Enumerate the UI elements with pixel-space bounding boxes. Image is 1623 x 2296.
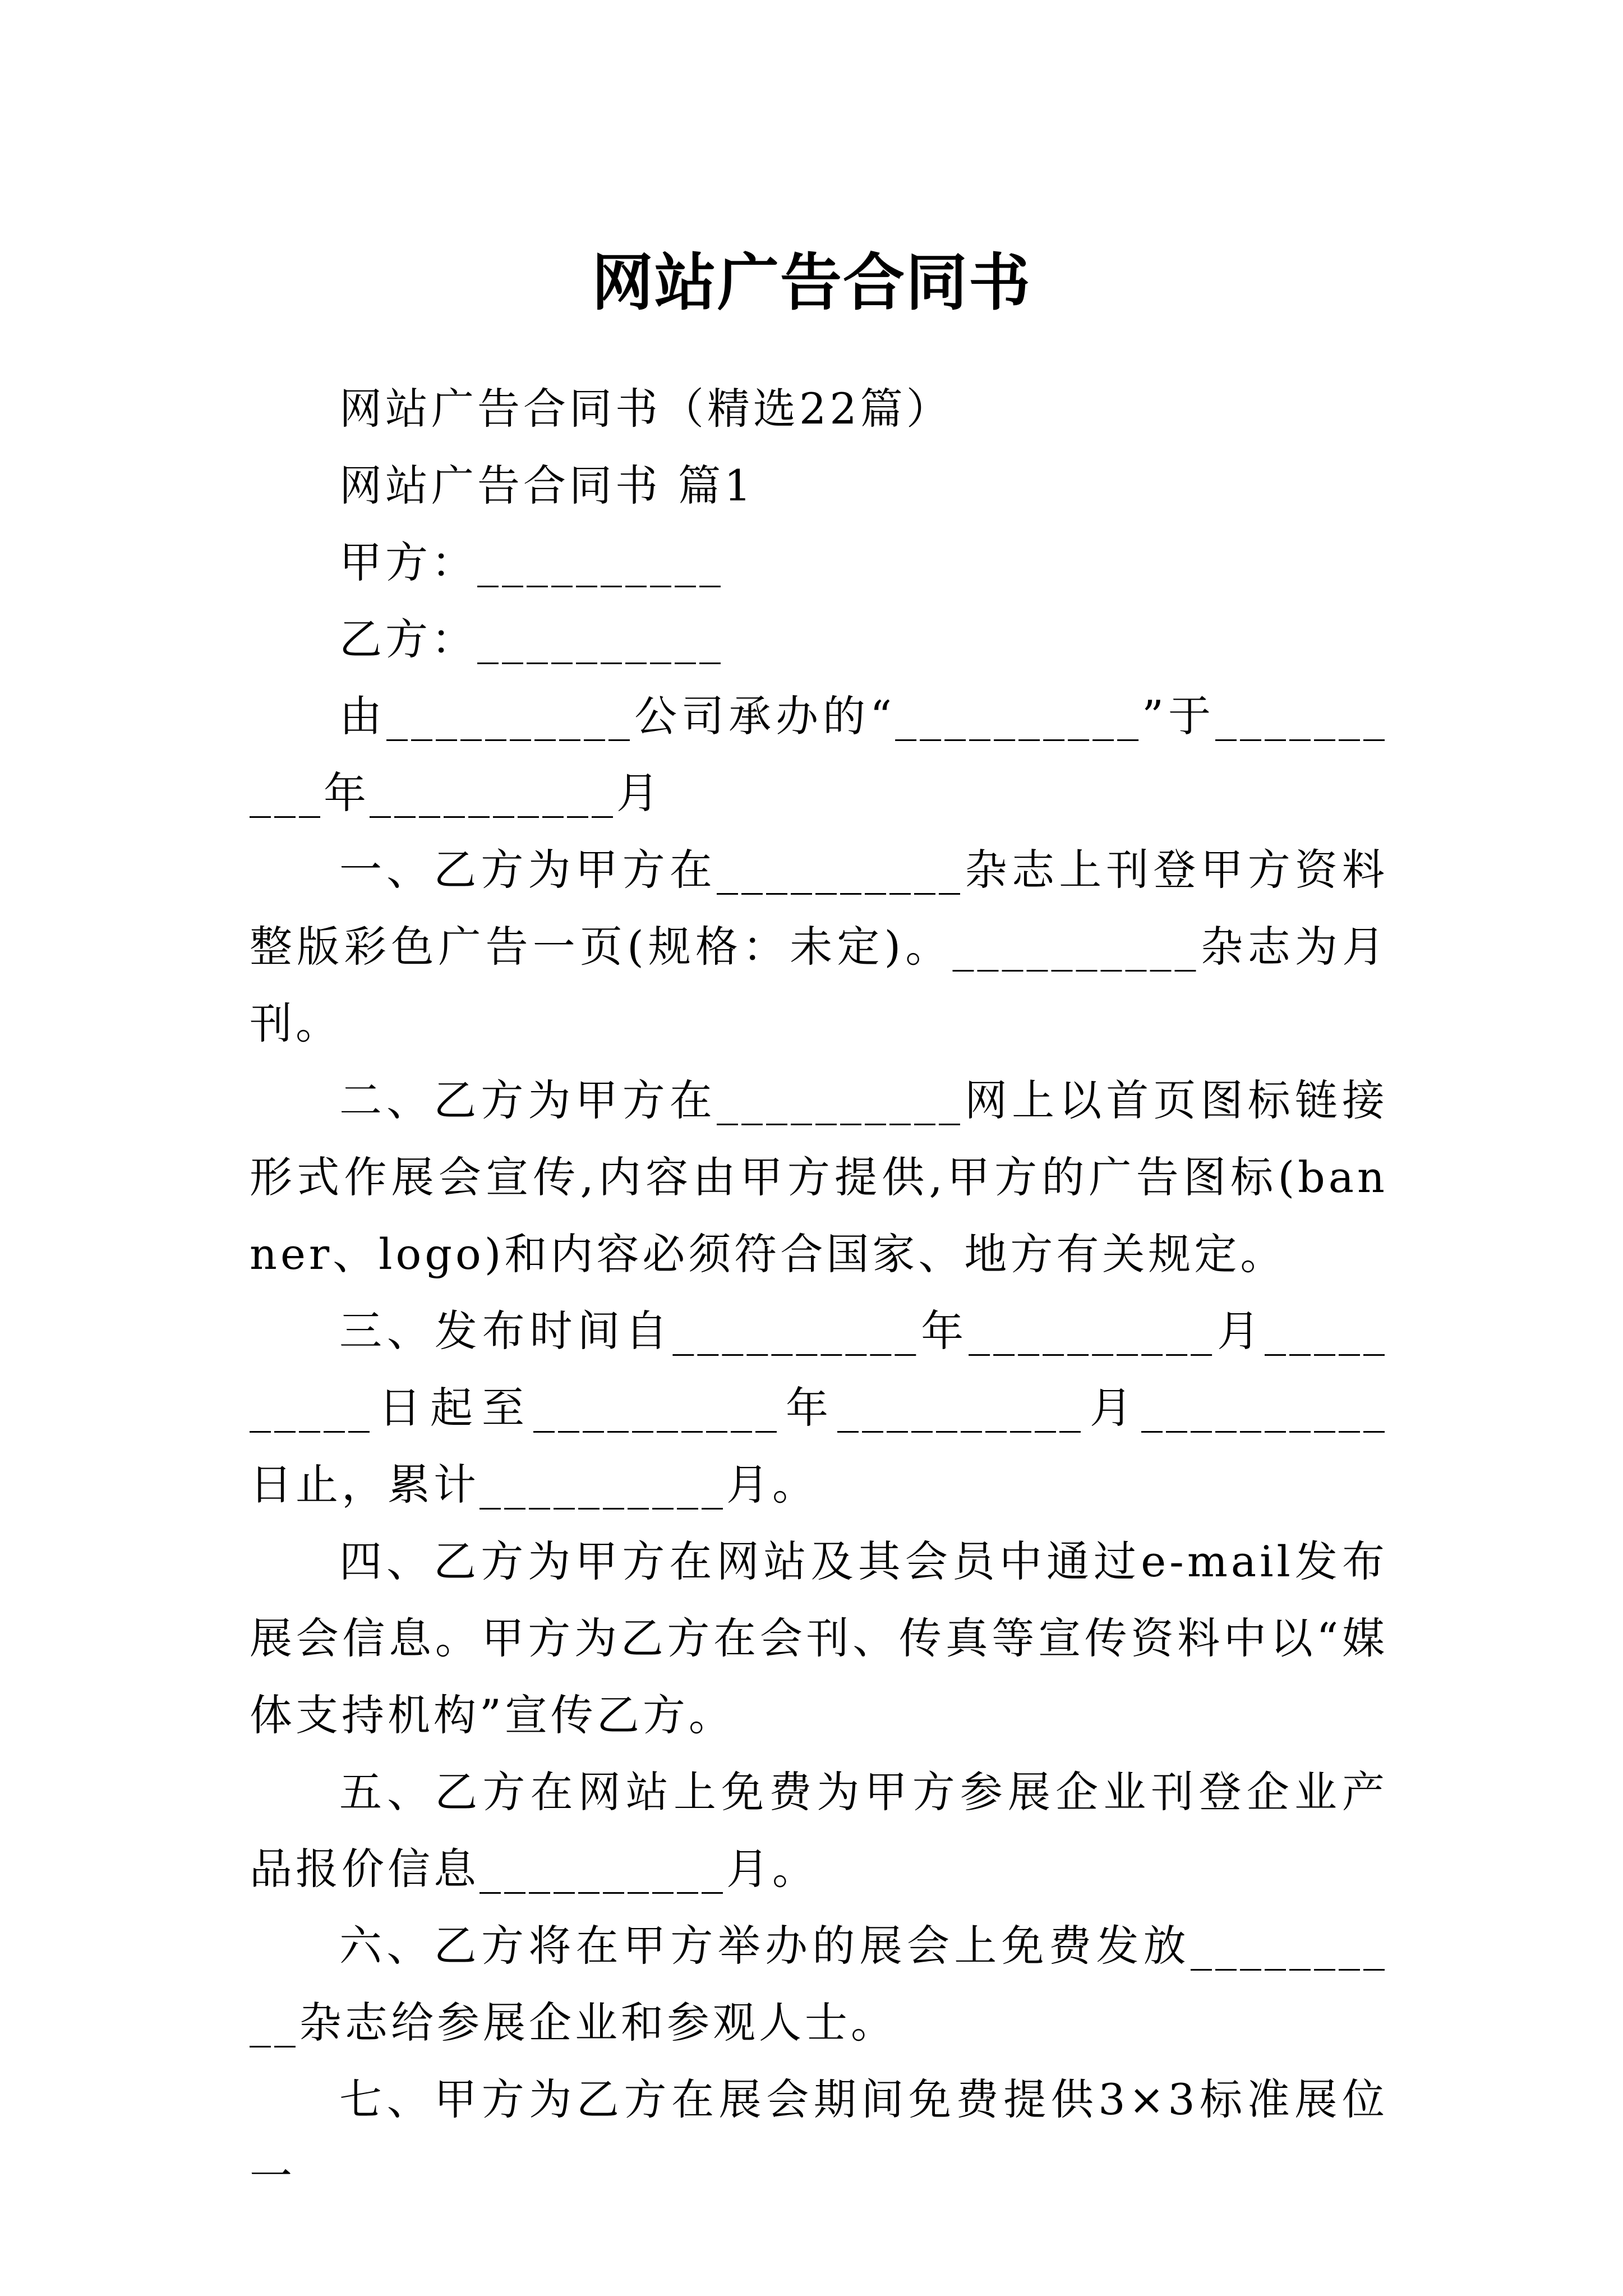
paragraph-clause-4: 四、乙方为甲方在网站及其会员中通过e-mail发布展会信息。甲方为乙方在会刊、传真等宣传资料中以“媒体支持机构”宣传乙方。 (250, 1536, 1388, 1740)
paragraph-subtitle: 网站广告合同书（精选22篇） (339, 384, 952, 434)
document-title: 网站广告合同书 (592, 246, 1031, 319)
paragraph-party-a: 甲方：__________ (339, 537, 724, 587)
paragraph-clause-1: 一、乙方为甲方在__________杂志上刊登甲方资料整版彩色广告一页(规格：未定)。__________杂志为月刊。 (250, 845, 1388, 1048)
paragraph-intro: 由__________公司承办的“__________”于__________年__________月 (250, 691, 1388, 818)
document-body (250, 370, 1388, 2215)
paragraph-clause-7: 七、甲方为乙方在展会期间免费提供3×3标准展位一 (250, 2074, 1388, 2201)
paragraph-clause-6: 六、乙方将在甲方举办的展会上免费发放__________杂志给参展企业和参观人士。 (250, 1921, 1388, 2047)
paragraph-party-b: 乙方：__________ (339, 614, 724, 664)
paragraph-clause-5: 五、乙方在网站上免费为甲方参展企业刊登企业产品报价信息__________月。 (250, 1767, 1388, 1894)
paragraph-clause-3: 三、发布时间自__________年__________月__________日起至__________年__________月__________日止，累计__________月。 (250, 1306, 1388, 1510)
paragraph-clause-2: 二、乙方为甲方在__________网上以首页图标链接形式作展会宣传,内容由甲方提供,甲方的广告图标(banner、logo)和内容必须符合国家、地方有关规定。 (250, 1075, 1388, 1279)
paragraph-section-heading: 网站广告合同书 篇1 (339, 461, 755, 510)
